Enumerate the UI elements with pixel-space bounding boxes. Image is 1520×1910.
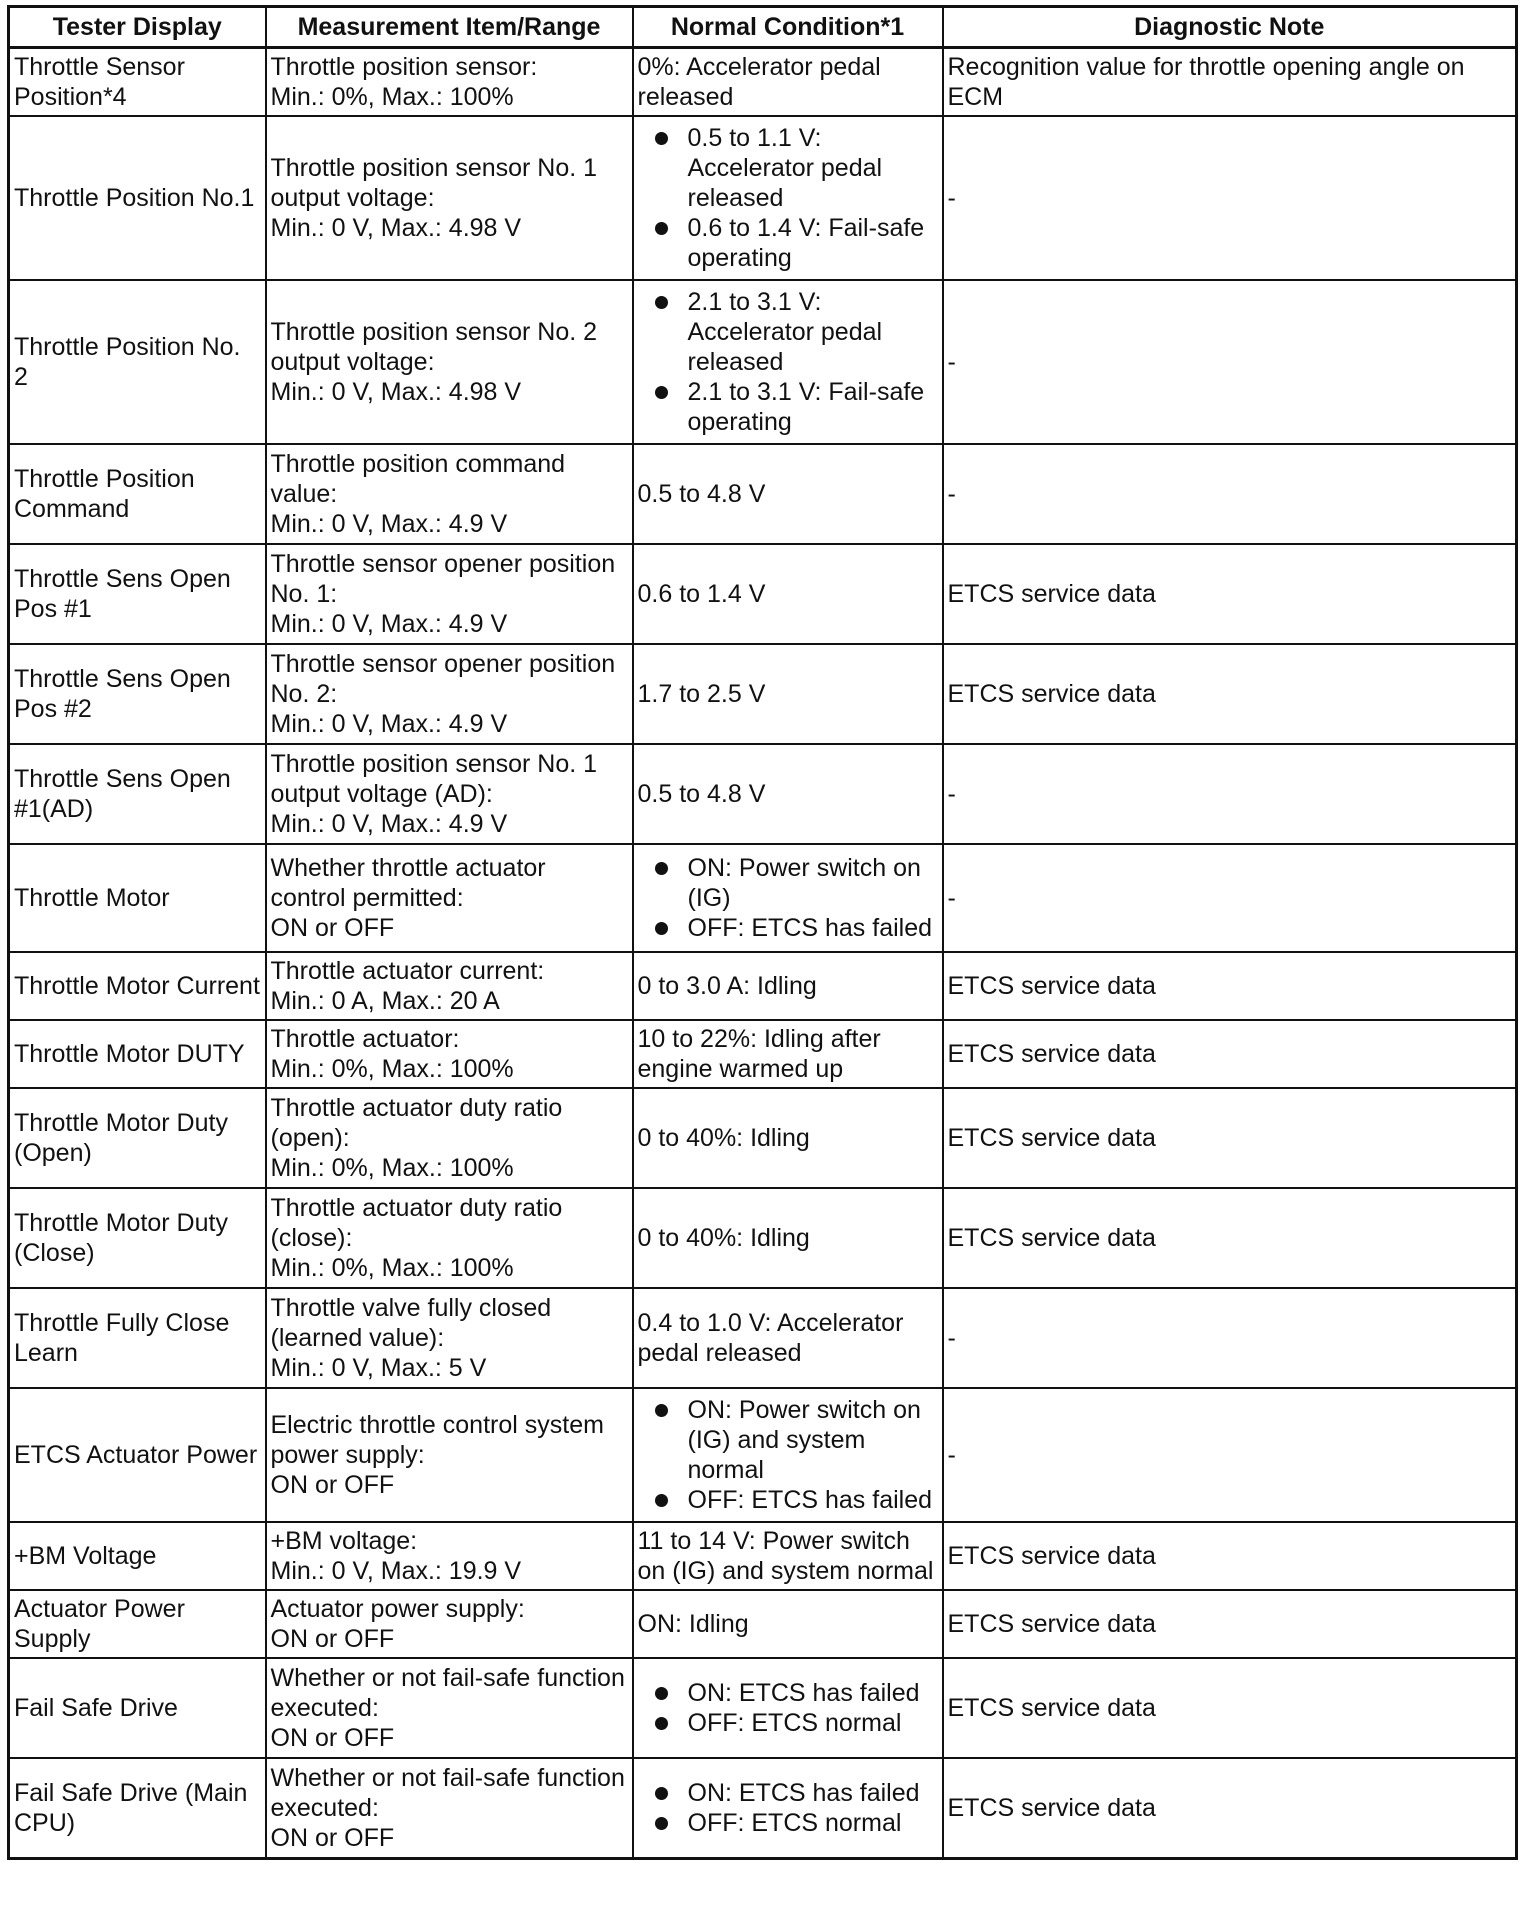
table-row [9,444,1517,544]
tester-display-cell: Throttle Sens Open Pos #2 [9,644,266,744]
measurement-range: Min.: 0 V, Max.: 4.9 V [270,810,508,838]
table-row [9,48,1517,117]
table-row [9,644,1517,744]
measurement-item: Throttle position command value: [270,450,566,508]
normal-condition-cell: 11 to 14 V: Power switch on (IG) and system normal [633,1522,943,1590]
measurement-range: Min.: 0%, Max.: 100% [270,1254,514,1282]
header-diagnostic-note: Diagnostic Note [943,7,1517,48]
header-row [9,7,1517,48]
measurement-range: Min.: 0 V, Max.: 4.9 V [270,710,508,738]
measurement-item: +BM voltage: [270,1527,418,1555]
tester-display-cell: +BM Voltage [9,1522,266,1590]
measurement-range: ON or OFF [270,1724,395,1752]
condition-list [638,287,938,437]
measurement-range: Min.: 0 V, Max.: 4.98 V [270,214,522,242]
condition-list [638,1395,938,1515]
diagnostic-note-cell: ETCS service data [943,544,1517,644]
diagnostic-note-cell: ETCS service data [943,1088,1517,1188]
tester-display-cell: Throttle Position No. 2 [9,280,266,444]
table-row [9,1188,1517,1288]
measurement-item: Throttle sensor opener position No. 1: [270,550,616,608]
normal-condition-cell: 0 to 3.0 A: Idling [633,952,943,1020]
measurement-cell [266,444,633,544]
measurement-cell [266,744,633,844]
measurement-item: Throttle position sensor No. 1 output voltage: [270,154,598,212]
data-list-sheet [7,5,1515,1860]
table-body [9,48,1517,1859]
measurement-cell [266,1590,633,1658]
measurement-cell [266,48,633,117]
measurement-item: Throttle position sensor No. 1 output voltage (AD): [270,750,598,808]
diagnostic-note-cell: - [943,116,1517,280]
normal-condition-cell: 0.5 to 4.8 V [633,744,943,844]
measurement-item: Actuator power supply: [270,1595,525,1623]
table-row [9,116,1517,280]
table-row [9,544,1517,644]
tester-display-cell: Throttle Position Command [9,444,266,544]
measurement-item: Throttle position sensor: [270,53,538,81]
normal-condition-cell: 0 to 40%: Idling [633,1088,943,1188]
normal-condition-cell [633,1658,943,1758]
measurement-cell [266,1288,633,1388]
measurement-range: Min.: 0%, Max.: 100% [270,1154,514,1182]
table-row [9,1388,1517,1522]
tester-display-cell: Throttle Sensor Position*4 [9,48,266,117]
measurement-range: Min.: 0 V, Max.: 4.9 V [270,510,508,538]
header-normal-condition: Normal Condition*1 [633,7,943,48]
condition-item: ON: Power switch on (IG) [688,853,938,913]
measurement-range: Min.: 0 V, Max.: 4.98 V [270,378,522,406]
measurement-cell [266,280,633,444]
tester-display-cell: Throttle Motor Duty (Open) [9,1088,266,1188]
tester-display-cell: Throttle Sens Open Pos #1 [9,544,266,644]
data-list-table [7,5,1518,1860]
measurement-range: ON or OFF [270,1471,395,1499]
normal-condition-cell: 1.7 to 2.5 V [633,644,943,744]
table-row [9,1658,1517,1758]
normal-condition-cell [633,1388,943,1522]
tester-display-cell: Throttle Motor Duty (Close) [9,1188,266,1288]
normal-condition-cell: ON: Idling [633,1590,943,1658]
tester-display-cell: Throttle Fully Close Learn [9,1288,266,1388]
condition-list [638,123,938,273]
measurement-item: Electric throttle control system power supply: [270,1411,604,1469]
condition-item: ON: Power switch on (IG) and system normal [688,1395,938,1485]
table-row [9,1020,1517,1088]
condition-item: OFF: ETCS has failed [688,1485,938,1515]
measurement-cell [266,1658,633,1758]
measurement-range: Min.: 0 V, Max.: 4.9 V [270,610,508,638]
measurement-cell [266,1188,633,1288]
normal-condition-cell: 0.4 to 1.0 V: Accelerator pedal released [633,1288,943,1388]
measurement-item: Throttle actuator duty ratio (close): [270,1194,563,1252]
condition-item: 2.1 to 3.1 V: Fail-safe operating [688,377,938,437]
condition-item: OFF: ETCS normal [688,1808,938,1838]
diagnostic-note-cell: - [943,844,1517,952]
measurement-cell [266,116,633,280]
measurement-item: Throttle actuator current: [270,957,545,985]
table-row [9,744,1517,844]
measurement-cell [266,844,633,952]
diagnostic-note-cell: - [943,1288,1517,1388]
table-row [9,952,1517,1020]
measurement-cell [266,1020,633,1088]
table-row [9,1088,1517,1188]
normal-condition-cell [633,280,943,444]
measurement-item: Throttle actuator duty ratio (open): [270,1094,563,1152]
measurement-cell [266,1088,633,1188]
condition-list [638,1778,938,1838]
diagnostic-note-cell: ETCS service data [943,644,1517,744]
diagnostic-note-cell: - [943,1388,1517,1522]
measurement-item: Whether or not fail-safe function executed: [270,1664,625,1722]
measurement-range: Min.: 0 A, Max.: 20 A [270,987,500,1015]
diagnostic-note-cell: Recognition value for throttle opening angle on ECM [943,48,1517,117]
normal-condition-cell: 0%: Accelerator pedal released [633,48,943,117]
diagnostic-note-cell: ETCS service data [943,1590,1517,1658]
normal-condition-cell: 0.6 to 1.4 V [633,544,943,644]
diagnostic-note-cell: ETCS service data [943,1020,1517,1088]
measurement-range: ON or OFF [270,1823,395,1852]
measurement-cell [266,1388,633,1522]
normal-condition-cell [633,1758,943,1858]
normal-condition-cell: 0.5 to 4.8 V [633,444,943,544]
measurement-item: Throttle sensor opener position No. 2: [270,650,616,708]
header-measurement-item: Measurement Item/Range [266,7,633,48]
condition-item: OFF: ETCS has failed [688,913,938,943]
tester-display-cell: Throttle Motor DUTY [9,1020,266,1088]
diagnostic-note-cell: ETCS service data [943,1188,1517,1288]
tester-display-cell: ETCS Actuator Power [9,1388,266,1522]
measurement-cell [266,952,633,1020]
condition-item: 0.6 to 1.4 V: Fail-safe operating [688,213,938,273]
measurement-item: Throttle actuator: [270,1025,460,1053]
measurement-cell [266,644,633,744]
table-row [9,1590,1517,1658]
condition-item: 0.5 to 1.1 V: Accelerator pedal released [688,123,938,213]
measurement-range: ON or OFF [270,1625,395,1653]
tester-display-cell: Actuator Power Supply [9,1590,266,1658]
condition-item: OFF: ETCS normal [688,1708,938,1738]
normal-condition-cell: 0 to 40%: Idling [633,1188,943,1288]
normal-condition-cell: 10 to 22%: Idling after engine warmed up [633,1020,943,1088]
measurement-range: Min.: 0%, Max.: 100% [270,83,514,111]
table-row [9,280,1517,444]
condition-list [638,1678,938,1738]
condition-item: ON: ETCS has failed [688,1778,938,1808]
diagnostic-note-cell: ETCS service data [943,1522,1517,1590]
measurement-range: Min.: 0 V, Max.: 5 V [270,1354,487,1382]
measurement-range: Min.: 0%, Max.: 100% [270,1055,514,1083]
measurement-cell [266,1758,633,1858]
measurement-range: Min.: 0 V, Max.: 19.9 V [270,1557,522,1585]
measurement-cell [266,544,633,644]
measurement-item: Throttle position sensor No. 2 output voltage: [270,318,598,376]
normal-condition-cell [633,116,943,280]
measurement-range: ON or OFF [270,914,395,942]
normal-condition-cell [633,844,943,952]
tester-display-cell: Throttle Motor [9,844,266,952]
tester-display-cell: Fail Safe Drive [9,1658,266,1758]
tester-display-cell: Throttle Position No.1 [9,116,266,280]
table-row [9,844,1517,952]
measurement-cell [266,1522,633,1590]
measurement-item: Whether throttle actuator control permitted: [270,854,546,912]
diagnostic-note-cell: ETCS service data [943,952,1517,1020]
diagnostic-note-cell: ETCS service data [943,1658,1517,1758]
diagnostic-note-cell: - [943,280,1517,444]
tester-display-cell: Fail Safe Drive (Main CPU) [9,1758,266,1858]
diagnostic-note-cell: ETCS service data [943,1758,1517,1858]
header-tester-display: Tester Display [9,7,266,48]
table-row [9,1288,1517,1388]
tester-display-cell: Throttle Sens Open #1(AD) [9,744,266,844]
diagnostic-note-cell: - [943,444,1517,544]
tester-display-cell: Throttle Motor Current [9,952,266,1020]
condition-list [638,853,938,943]
condition-item: 2.1 to 3.1 V: Accelerator pedal released [688,287,938,377]
measurement-item: Throttle valve fully closed (learned value): [270,1294,552,1352]
table-row [9,1522,1517,1590]
table-row [9,1758,1517,1858]
condition-item: ON: ETCS has failed [688,1678,938,1708]
diagnostic-note-cell: - [943,744,1517,844]
measurement-item: Whether or not fail-safe function executed: [270,1763,625,1822]
